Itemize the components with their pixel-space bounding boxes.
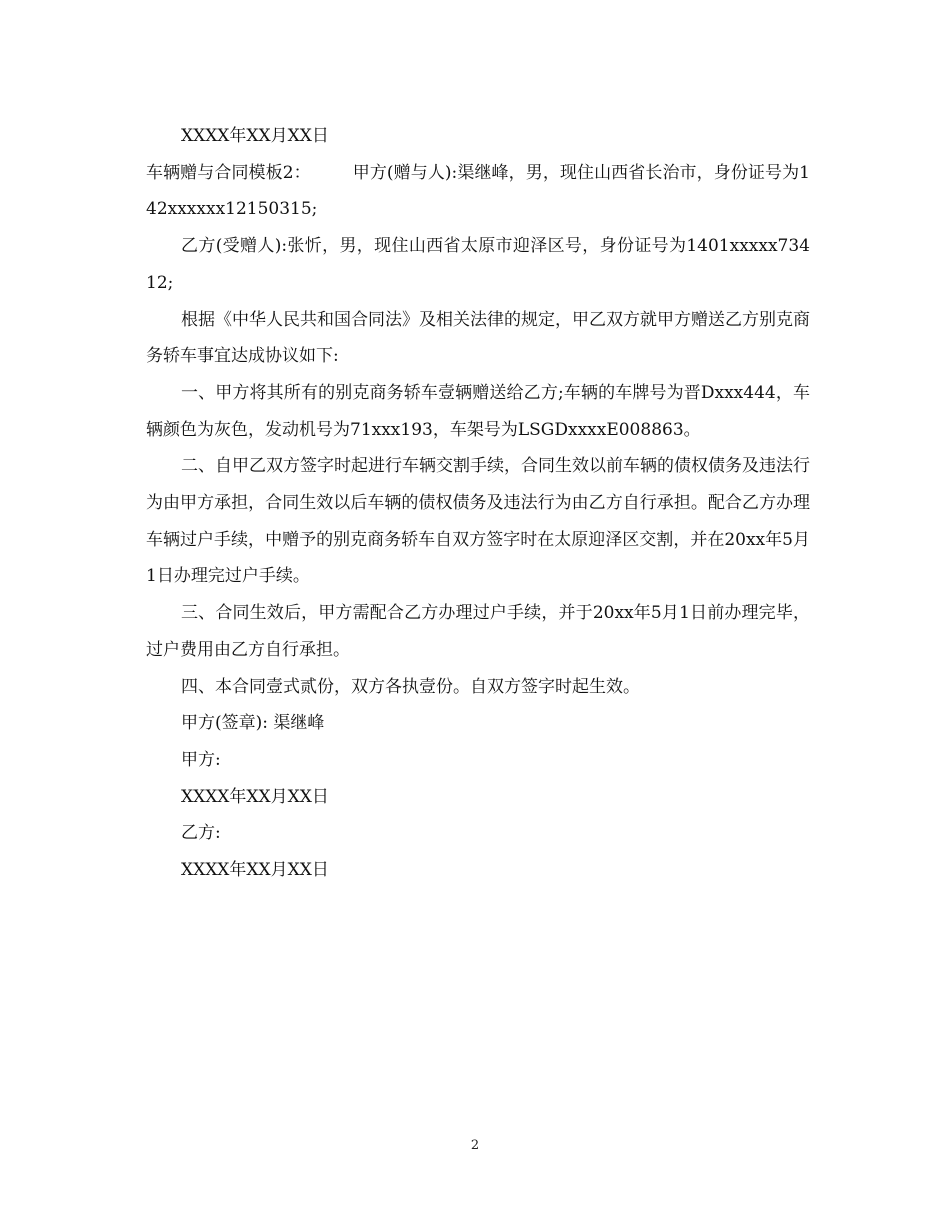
clause-4: 四、本合同壹式贰份，双方各执壹份。自双方签字时起生效。 bbox=[181, 676, 640, 697]
party-b-label: 乙方: bbox=[181, 823, 221, 844]
clause-2: 二、自甲乙双方签字时起进行车辆交割手续，合同生效以前车辆的债权债务及违法行为由甲方承担，合同生效以后车辆的债权债务及违法行为由乙方自行承担。配合乙方办理车辆过户手续，中赠予的别克商务轿车自双方签字时在太原迎泽区交割，并在20xx年5月1日办理完过户手续。 bbox=[146, 456, 810, 587]
clause-3: 三、合同生效后，甲方需配合乙方办理过户手续，并于20xx年5月1日前办理完毕，过户费用由乙方自行承担。 bbox=[146, 603, 810, 660]
date-top: XXXX年XX月XX日 bbox=[181, 126, 329, 146]
document-body bbox=[146, 118, 810, 889]
date-a: XXXX年XX月XX日 bbox=[181, 786, 329, 807]
party-b-info: 乙方(受赠人):张忻，男，现住山西省太原市迎泽区号，身份证号为1401xxxxx73412; bbox=[146, 236, 810, 293]
page-number: 2 bbox=[470, 1138, 480, 1153]
preamble: 根据《中华人民共和国合同法》及相关法律的规定，甲乙双方就甲方赠送乙方别克商务轿车事宜达成协议如下: bbox=[146, 309, 810, 367]
clause-1: 一、甲方将其所有的别克商务轿车壹辆赠送给乙方;车辆的车牌号为晋Dxxx444，车辆颜色为灰色，发动机号为71xxx193，车架号为LSGDxxxxE008863。 bbox=[146, 382, 810, 440]
party-a-label: 甲方: bbox=[181, 749, 221, 770]
party-a-info: 甲方(赠与人):渠继峰，男，现住山西省长治市，身份证号为142xxxxxx12150315; bbox=[146, 162, 810, 220]
party-a-paragraph bbox=[146, 155, 810, 228]
template-heading: 车辆赠与合同模板2： bbox=[146, 162, 311, 183]
signature-a-label: 甲方(签章): 渠继峰 bbox=[181, 713, 325, 734]
date-b: XXXX年XX月XX日 bbox=[181, 860, 329, 881]
